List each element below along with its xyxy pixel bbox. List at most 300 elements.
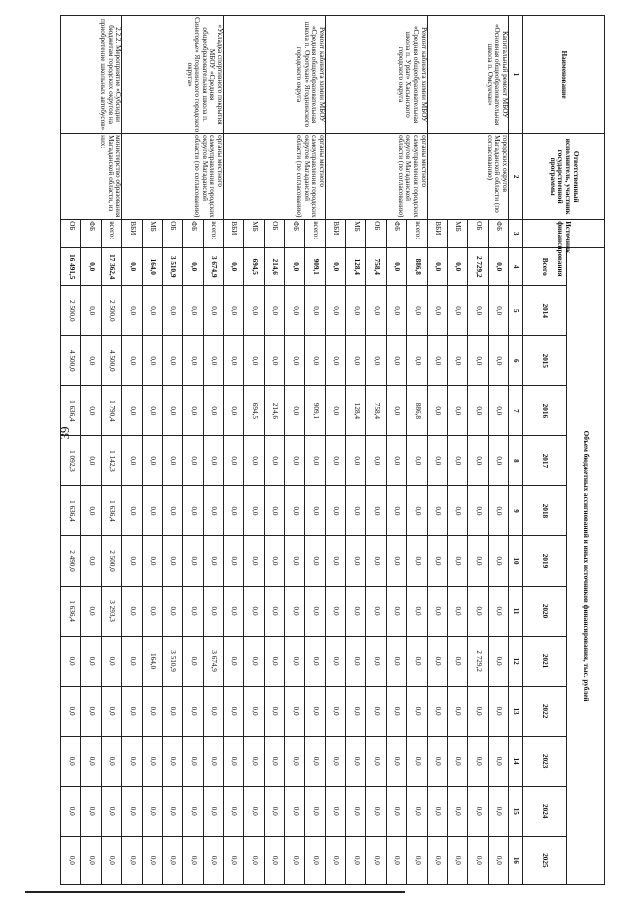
year-value: 0,0 [468,336,488,386]
year-value: 0,0 [285,786,305,836]
year-value: 0,0 [162,736,182,786]
year-value: 0,0 [366,336,386,386]
year-value: 0,0 [305,586,325,636]
header-year: 2024 [523,786,567,836]
year-value: 0,0 [305,536,325,586]
year-value: 0,0 [407,836,427,884]
year-value: 0,0 [386,786,406,836]
column-index: 14 [509,736,523,786]
year-value: 0,0 [244,536,264,586]
year-value: 0,0 [142,736,162,786]
year-value: 0,0 [285,536,305,586]
year-value: 0,0 [203,486,223,536]
year-value: 0,0 [223,536,243,586]
total-value: 2 729,2 [468,248,488,286]
funding-source: МБ [244,220,264,248]
year-value: 0,0 [61,836,81,884]
year-value: 0,0 [305,736,325,786]
total-value: 3 510,9 [162,248,182,286]
year-value: 0,0 [203,786,223,836]
year-value: 0,0 [407,336,427,386]
header-year: 2021 [523,636,567,686]
year-value: 0,0 [142,536,162,586]
year-value: 214,6 [264,386,284,436]
year-value: 0,0 [468,536,488,586]
year-value: 0,0 [223,836,243,884]
total-value: 694,5 [244,248,264,286]
year-value: 0,0 [61,736,81,786]
funding-source: ОБ [468,220,488,248]
funding-source: ОБ [264,220,284,248]
year-value: 0,0 [183,336,203,386]
total-value: 0,0 [81,248,101,286]
year-value: 0,0 [122,736,142,786]
year-value: 0,0 [223,686,243,736]
year-value: 0,0 [183,586,203,636]
year-value: 0,0 [61,786,81,836]
year-value: 0,0 [203,436,223,486]
year-value: 0,0 [142,436,162,486]
year-value: 0,0 [386,436,406,486]
year-value: 0,0 [122,336,142,386]
year-value: 0,0 [223,736,243,786]
year-value: 0,0 [366,486,386,536]
funding-source: ОБ [61,220,81,248]
year-value: 0,0 [427,686,447,736]
year-value: 0,0 [285,386,305,436]
year-value: 2 500,0 [101,536,121,586]
year-value: 0,0 [305,286,325,336]
year-value: 0,0 [346,536,366,586]
year-value: 0,0 [346,586,366,636]
year-value: 0,0 [122,286,142,336]
year-value: 0,0 [325,486,345,536]
year-value: 0,0 [285,636,305,686]
year-value: 0,0 [407,686,427,736]
year-value: 128,4 [346,386,366,436]
year-value: 0,0 [183,386,203,436]
year-value: 0,0 [244,636,264,686]
year-value: 0,0 [183,536,203,586]
year-value: 0,0 [488,736,508,786]
year-value: 0,0 [427,586,447,636]
column-index: 11 [509,586,523,636]
year-value: 0,0 [162,836,182,884]
year-value: 0,0 [325,536,345,586]
year-value: 0,0 [346,336,366,386]
funding-source: ФБ [386,220,406,248]
year-value: 0,0 [244,486,264,536]
year-value: 0,0 [142,586,162,636]
year-value: 0,0 [468,286,488,336]
year-value: 0,0 [488,536,508,586]
year-value: 0,0 [223,386,243,436]
year-value: 0,0 [407,786,427,836]
year-value: 0,0 [122,586,142,636]
year-value: 0,0 [244,586,264,636]
activity-name: Ремонт кабинета химии МБОУ «Средняя общеобразовательная школа п. Оротукан» Ягоднинского городского округа [223,16,325,134]
year-value: 0,0 [223,586,243,636]
year-value: 0,0 [325,336,345,386]
year-value: 0,0 [81,586,101,636]
year-value: 0,0 [447,436,467,486]
year-value: 0,0 [305,686,325,736]
year-value: 0,0 [447,786,467,836]
header-year: 2016 [523,386,567,436]
year-value: 0,0 [162,336,182,386]
year-value: 0,0 [264,486,284,536]
year-value: 0,0 [162,286,182,336]
year-value: 0,0 [142,386,162,436]
year-value: 0,0 [366,586,386,636]
year-value: 0,0 [488,836,508,884]
year-value: 0,0 [101,836,121,884]
year-value: 0,0 [488,386,508,436]
year-value: 0,0 [468,736,488,786]
year-value: 2 500,0 [61,286,81,336]
year-value: 0,0 [346,636,366,686]
year-value: 0,0 [407,586,427,636]
funding-source: ФБ [285,220,305,248]
year-value: 0,0 [325,586,345,636]
year-value: 758,4 [366,386,386,436]
year-value: 0,0 [285,486,305,536]
bottom-rule [25,891,405,893]
column-index: 12 [509,636,523,686]
year-value: 0,0 [264,686,284,736]
funding-source: всего: [101,220,121,248]
year-value: 0,0 [447,686,467,736]
year-value: 0,0 [447,536,467,586]
year-value: 4 500,0 [61,336,81,386]
total-value: 164,0 [142,248,162,286]
activity-name: Ремонт кабинета химии МБОУ «Средняя общеобразовательная школа п. Уptar» Хасынского городского округа [325,16,427,134]
header-year: 2019 [523,536,567,586]
year-value: 0,0 [142,286,162,336]
year-value: 0,0 [346,286,366,336]
year-value: 0,0 [244,286,264,336]
year-value: 0,0 [203,586,223,636]
year-value: 0,0 [427,636,447,686]
year-value: 0,0 [264,836,284,884]
year-value: 0,0 [162,386,182,436]
year-value: 0,0 [346,436,366,486]
year-value: 694,5 [244,386,264,436]
year-value: 0,0 [468,386,488,436]
total-value: 758,4 [366,248,386,286]
year-value: 0,0 [447,336,467,386]
year-value: 0,0 [264,636,284,686]
year-value: 0,0 [407,636,427,686]
executor: министерство образования Магаданской области, из них: [61,134,122,220]
year-value: 0,0 [142,786,162,836]
year-value: 0,0 [244,336,264,386]
activity-name: 2.2.2. Мероприятие «Субсидии бюджетам городских округов на приобретение школьных автобусов» [61,16,122,134]
year-value: 0,0 [488,636,508,686]
year-value: 0,0 [407,486,427,536]
year-value: 0,0 [447,386,467,436]
executor: органы местного самоуправления городских округов Магаданской области (по согласованию) [223,134,325,220]
year-value: 0,0 [285,686,305,736]
year-value: 0,0 [427,736,447,786]
year-value: 0,0 [366,686,386,736]
year-value: 0,0 [81,486,101,536]
year-value: 1 636,4 [61,586,81,636]
table-row [488,16,508,885]
funding-source: ВБИ [122,220,142,248]
year-value: 0,0 [386,836,406,884]
year-value: 0,0 [142,336,162,386]
year-value: 0,0 [305,836,325,884]
year-value: 0,0 [162,536,182,586]
funding-source: ВБИ [223,220,243,248]
total-value: 909,1 [305,248,325,286]
column-index: 3 [509,220,523,248]
year-value: 0,0 [427,486,447,536]
year-value: 0,0 [447,636,467,686]
year-value: 0,0 [203,686,223,736]
year-value: 0,0 [162,486,182,536]
year-value: 0,0 [203,386,223,436]
year-value: 0,0 [386,536,406,586]
year-value: 0,0 [183,286,203,336]
year-value: 0,0 [203,336,223,386]
executor: органы местного самоуправления городских округов Магаданской области (по согласованию) [325,134,427,220]
year-value: 0,0 [162,586,182,636]
header-source: Источник финансирования [523,220,605,248]
total-value: 0,0 [223,248,243,286]
year-value: 0,0 [447,586,467,636]
year-value: 0,0 [122,536,142,586]
column-index: 9 [509,486,523,536]
year-value: 0,0 [427,836,447,884]
year-value: 0,0 [223,786,243,836]
header-year: 2022 [523,686,567,736]
year-value: 0,0 [468,436,488,486]
total-value: 3 674,9 [203,248,223,286]
year-value: 0,0 [468,586,488,636]
year-value: 0,0 [223,486,243,536]
year-value: 0,0 [122,436,142,486]
year-value: 0,0 [203,536,223,586]
year-value: 0,0 [183,636,203,686]
header-volume: Объем бюджетных ассигнований и иных источников финансирования, тыс. рублей [567,248,605,885]
table-row [407,16,427,885]
column-index: 7 [509,386,523,436]
year-value: 0,0 [407,536,427,586]
rotated-table-container [60,15,605,885]
header-name: Наименование [523,16,605,134]
year-value: 0,0 [81,286,101,336]
year-value: 0,0 [81,736,101,786]
funding-source: ОБ [162,220,182,248]
header-executor: Ответственный исполнитель, участник государственной программы [523,134,605,220]
year-value: 0,0 [101,686,121,736]
column-index: 8 [509,436,523,486]
year-value: 0,0 [325,286,345,336]
funding-source: ВБИ [325,220,345,248]
column-index: 6 [509,336,523,386]
year-value: 0,0 [305,636,325,686]
year-value: 0,0 [488,586,508,636]
column-index: 5 [509,286,523,336]
funding-source: всего: [407,220,427,248]
executor: городских округов Магаданской области (по согласованию) [427,134,508,220]
year-value: 0,0 [488,786,508,836]
year-value: 0,0 [183,436,203,486]
year-value: 0,0 [447,286,467,336]
year-value: 0,0 [366,286,386,336]
year-value: 0,0 [427,286,447,336]
year-value: 0,0 [346,736,366,786]
year-value: 0,0 [407,286,427,336]
year-value: 0,0 [386,336,406,386]
year-value: 1 142,3 [101,436,121,486]
year-value: 0,0 [488,336,508,386]
table-row [101,16,121,885]
year-value: 0,0 [142,686,162,736]
year-value: 0,0 [285,836,305,884]
total-value: 0,0 [386,248,406,286]
total-value: 0,0 [447,248,467,286]
header-year: 2014 [523,286,567,336]
year-value: 0,0 [203,836,223,884]
funding-source: МБ [346,220,366,248]
year-value: 0,0 [285,586,305,636]
funding-source: МБ [142,220,162,248]
year-value: 0,0 [468,686,488,736]
year-value: 0,0 [346,686,366,736]
year-value: 1 790,4 [101,386,121,436]
total-value: 0,0 [427,248,447,286]
year-value: 0,0 [81,436,101,486]
column-index: 13 [509,686,523,736]
year-value: 0,0 [346,836,366,884]
year-value: 3 293,3 [101,586,121,636]
year-value: 0,0 [325,786,345,836]
year-value: 0,0 [407,736,427,786]
total-value: 886,8 [407,248,427,286]
year-value: 0,0 [223,336,243,386]
funding-source: всего: [305,220,325,248]
year-value: 0,0 [122,386,142,436]
total-value: 0,0 [285,248,305,286]
year-value: 0,0 [488,686,508,736]
header-year: 2017 [523,436,567,486]
year-value: 0,0 [162,786,182,836]
year-value: 0,0 [366,436,386,486]
year-value: 0,0 [427,436,447,486]
year-value: 1 636,4 [101,486,121,536]
year-value: 0,0 [244,686,264,736]
year-value: 0,0 [386,736,406,786]
year-value: 0,0 [142,486,162,536]
year-value: 0,0 [386,636,406,686]
year-value: 0,0 [264,336,284,386]
column-index: 1 [509,16,523,134]
year-value: 0,0 [366,786,386,836]
year-value: 0,0 [244,836,264,884]
year-value: 0,0 [183,786,203,836]
year-value: 0,0 [305,786,325,836]
year-value: 0,0 [264,786,284,836]
total-value: 214,6 [264,248,284,286]
year-value: 0,0 [122,486,142,536]
year-value: 0,0 [264,736,284,786]
year-value: 0,0 [285,736,305,786]
executor: органы местного самоуправления городских округов Магаданской области (по согласованию) [122,134,224,220]
year-value: 0,0 [244,786,264,836]
header-year: 2020 [523,586,567,636]
year-value: 0,0 [285,436,305,486]
year-value: 0,0 [366,836,386,884]
year-value: 0,0 [183,736,203,786]
year-value: 0,0 [81,686,101,736]
year-value: 0,0 [325,386,345,436]
year-value: 0,0 [386,286,406,336]
year-value: 1 636,4 [61,386,81,436]
funding-source: МБ [447,220,467,248]
year-value: 0,0 [183,686,203,736]
header-year: 2025 [523,836,567,884]
year-value: 0,0 [61,686,81,736]
year-value: 0,0 [264,586,284,636]
year-value: 0,0 [244,736,264,786]
year-value: 0,0 [305,486,325,536]
year-value: 0,0 [468,786,488,836]
year-value: 0,0 [101,786,121,836]
total-value: 128,4 [346,248,366,286]
year-value: 4 500,0 [101,336,121,386]
year-value: 0,0 [223,436,243,486]
column-index: 16 [509,836,523,884]
year-value: 0,0 [366,536,386,586]
year-value: 0,0 [427,536,447,586]
year-value: 0,0 [468,486,488,536]
table-row [203,16,223,885]
year-value: 0,0 [203,736,223,786]
year-value: 0,0 [264,286,284,336]
year-value: 0,0 [447,736,467,786]
year-value: 0,0 [285,336,305,386]
year-value: 0,0 [386,586,406,636]
budget-table [60,15,605,885]
total-value: 0,0 [183,248,203,286]
year-value: 0,0 [366,636,386,686]
year-value: 3 674,9 [203,636,223,686]
year-value: 3 510,9 [162,636,182,686]
year-value: 0,0 [488,286,508,336]
page-number: 39 [57,426,72,440]
year-value: 0,0 [386,486,406,536]
year-value: 0,0 [244,436,264,486]
year-value: 0,0 [325,836,345,884]
year-value: 0,0 [427,786,447,836]
year-value: 0,0 [81,336,101,386]
year-value: 909,1 [305,386,325,436]
header-year: 2018 [523,486,567,536]
year-value: 0,0 [325,636,345,686]
year-value: 0,0 [447,836,467,884]
year-value: 0,0 [346,486,366,536]
funding-source: ФБ [183,220,203,248]
funding-source: ФБ [488,220,508,248]
total-value: 0,0 [325,248,345,286]
year-value: 1 092,3 [61,436,81,486]
total-value: 0,0 [122,248,142,286]
year-value: 0,0 [427,336,447,386]
year-value: 0,0 [81,836,101,884]
